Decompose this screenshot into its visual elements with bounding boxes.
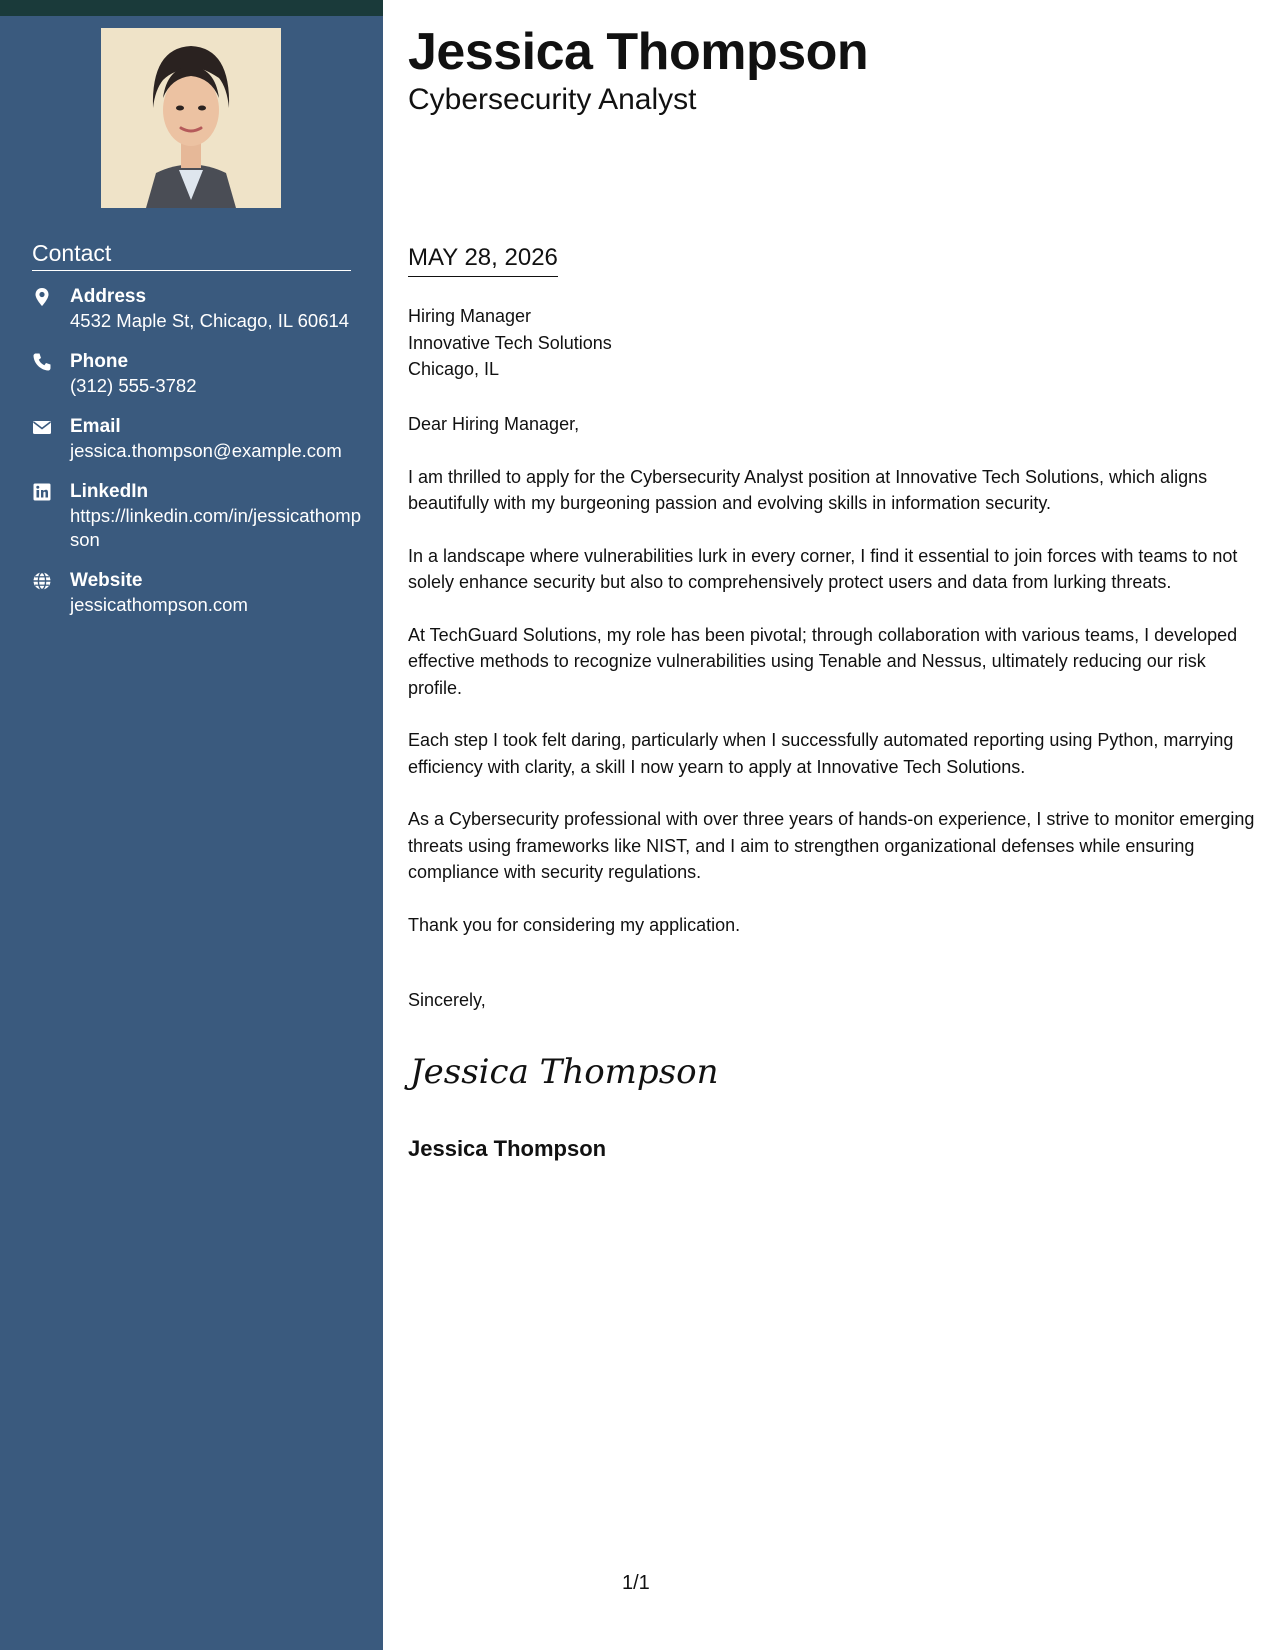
contact-item-phone <box>32 350 362 398</box>
contact-item-website <box>32 569 362 617</box>
contact-item-address <box>32 285 362 333</box>
contact-list <box>32 285 362 634</box>
signature-text: Jessica Thompson <box>410 1052 719 1092</box>
page-number: 1/1 <box>622 1572 650 1594</box>
recipient-line: Innovative Tech Solutions <box>408 332 612 353</box>
contact-label: LinkedIn <box>70 481 149 502</box>
salutation: Dear Hiring Manager, <box>408 414 580 434</box>
closing: Sincerely, <box>408 990 486 1010</box>
envelope-icon <box>32 415 70 463</box>
contact-label: Email <box>70 416 121 437</box>
contact-label: Website <box>70 570 143 591</box>
contact-value: (312) 555-3782 <box>70 375 197 396</box>
sidebar-top-bar <box>0 0 383 16</box>
recipient-block <box>408 303 612 383</box>
recipient-line: Chicago, IL <box>408 359 500 379</box>
letter-paragraph: In a landscape where vulnerabilities lurk in every corner, I find it essential to join forces with teams to not solely enhance security but also to comprehensively protect users and data from lurking threats. <box>408 545 1238 592</box>
linkedin-icon <box>32 480 70 552</box>
sidebar <box>0 0 383 1650</box>
letter-paragraph: I am thrilled to apply for the Cybersecurity Analyst position at Innovative Tech Solutions, which aligns beautifully with my burgeoning passion and evolving skills in information security. <box>408 466 1208 513</box>
contact-item-email <box>32 415 362 463</box>
contact-value[interactable]: https://linkedin.com/in/jessicathompson <box>70 505 361 550</box>
letter-paragraph: Thank you for considering my application. <box>408 914 741 935</box>
portrait-illustration <box>101 28 281 208</box>
letter-date: MAY 28, 2026 <box>408 244 558 277</box>
applicant-role: Cybersecurity Analyst <box>408 83 697 116</box>
contact-label: Phone <box>70 351 129 372</box>
letter-paragraph: As a Cybersecurity professional with over three years of hands-on experience, I strive to monitor emerging threats using frameworks like NIST, and I aim to strengthen organizational defenses while ensuring compliance with security regulations. <box>408 809 1255 882</box>
contact-label: Address <box>70 286 147 307</box>
letter-paragraph: Each step I took felt daring, particularly when I successfully automated reporting using Python, marrying efficiency with clarity, a skill I now yearn to apply at Innovative Tech Solutions. <box>408 730 1234 777</box>
contact-value[interactable]: jessica.thompson@example.com <box>70 440 342 461</box>
signer-name: Jessica Thompson <box>408 1136 607 1161</box>
letter-body <box>408 411 1258 964</box>
letter-paragraph: At TechGuard Solutions, my role has been pivotal; through collaboration with various teams, I developed effective methods to recognize vulnerabilities using Tenable and Nessus, ultimately reducing our risk profile. <box>408 624 1238 698</box>
globe-icon <box>32 569 70 617</box>
profile-photo <box>101 28 281 208</box>
contact-heading: Contact <box>32 240 351 271</box>
applicant-name: Jessica Thompson <box>408 23 869 81</box>
contact-item-linkedin <box>32 480 362 552</box>
location-pin-icon <box>32 285 70 333</box>
recipient-line: Hiring Manager <box>408 306 532 326</box>
contact-value[interactable]: jessicathompson.com <box>70 594 248 615</box>
handwritten-signature <box>408 1045 719 1095</box>
contact-value: 4532 Maple St, Chicago, IL 60614 <box>70 310 350 331</box>
phone-icon <box>32 350 70 398</box>
